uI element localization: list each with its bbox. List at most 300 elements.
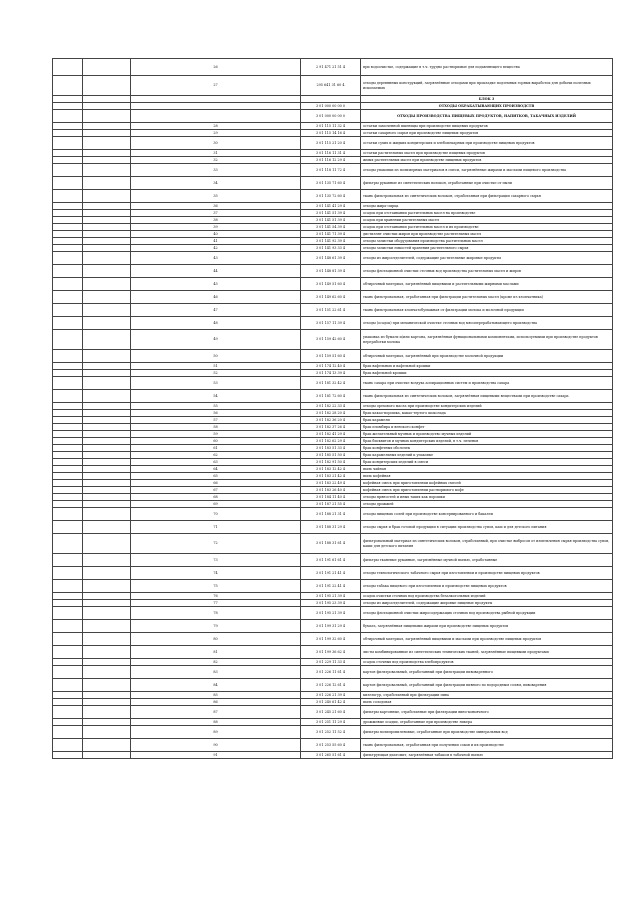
waste-code: 3 01 183 51 33 4 [301, 445, 361, 452]
blank-cell-b [83, 252, 131, 265]
waste-description: дистиллят очистки жиров при производстве растительных масел [361, 231, 613, 238]
blank-cell-a [53, 699, 83, 706]
waste-description: картон фильтровальный, отработанный при фильтрации пивоваренного [361, 666, 613, 679]
row-number: 85 [131, 692, 301, 699]
waste-description: брак карамели [361, 417, 613, 424]
blank-cell-a [53, 646, 83, 659]
table-row [53, 76, 613, 96]
row-number: 83 [131, 666, 301, 679]
blank-cell-a [53, 177, 83, 190]
table-row [53, 217, 613, 224]
table-row [53, 480, 613, 487]
table-row [53, 245, 613, 252]
waste-code: 3 01 183 26 40 4 [301, 487, 361, 494]
table-row [53, 363, 613, 370]
waste-code: 3 01 182 41 29 4 [301, 431, 361, 438]
waste-code: 3 01 181 32 42 4 [301, 377, 361, 390]
row-number: 84 [131, 679, 301, 692]
table-row [53, 150, 613, 157]
waste-code: 3 01 226 11 61 4 [301, 666, 361, 679]
waste-description: ткань сахара при очистке воздуха аспирационных систем и производства сахара [361, 377, 613, 390]
row-number: 81 [131, 646, 301, 659]
blank-cell-b [83, 278, 131, 291]
row-number: 68 [131, 494, 301, 501]
waste-code: 3 01 157 11 39 4 [301, 317, 361, 330]
blank-cell-b [83, 620, 131, 633]
waste-code: 3 01 174 12 40 4 [301, 363, 361, 370]
waste-description: ткань фильтровальная, отработанная при получении соков и их производстве [361, 739, 613, 752]
waste-description: при водоочистке, содержащие в т.ч. трудно растворимые для подавляющего вещества [361, 59, 613, 76]
blank-cell-b [83, 245, 131, 252]
row-number: 47 [131, 304, 301, 317]
row-number: 55 [131, 403, 301, 410]
waste-code: 3 01 182 28 20 4 [301, 410, 361, 417]
table-row [53, 350, 613, 363]
blank-cell-b [83, 217, 131, 224]
blank-cell-b [83, 370, 131, 377]
row-number: 37 [131, 210, 301, 217]
row-number: 44 [131, 265, 301, 278]
blank-cell-a [53, 377, 83, 390]
waste-description: осадок при отстаивании растительных масел на производстве [361, 210, 613, 217]
table-row [53, 692, 613, 699]
waste-code: 3 01 148 61 39 4 [301, 252, 361, 265]
row-number: 61 [131, 445, 301, 452]
waste-description: остатки растительных масел при производстве пищевых продуктов [361, 150, 613, 157]
row-number: 33 [131, 164, 301, 177]
blank-cell-a [53, 452, 83, 459]
waste-description: ОТХОДЫ ПРОИЗВОДСТВА ПИЩЕВЫХ ПРОДУКТОВ, НАПИТКОВ, ТАБАЧНЫХ ИЗДЕЛИЙ [361, 110, 613, 123]
row-number: 64 [131, 466, 301, 473]
section-header-row [53, 96, 613, 103]
blank-cell-a [53, 370, 83, 377]
blank-cell-a [53, 706, 83, 719]
table-row [53, 567, 613, 580]
blank-cell-b [83, 377, 131, 390]
blank-cell-b [83, 177, 131, 190]
waste-code: 3 01 141 92 39 4 [301, 238, 361, 245]
row-number: 32 [131, 157, 301, 164]
waste-description: ткань фильтровальная хлопчатобумажная от фильтрации молока и молочной продукции [361, 304, 613, 317]
table-row [53, 600, 613, 607]
row-number: 72 [131, 534, 301, 554]
row-number: 69 [131, 501, 301, 508]
waste-code: 3 01 141 54 39 4 [301, 224, 361, 231]
row-number: 79 [131, 620, 301, 633]
table-row [53, 210, 613, 217]
table-row [53, 377, 613, 390]
blank-cell-a [53, 620, 83, 633]
blank-cell-b [83, 438, 131, 445]
blank-cell-b [83, 699, 131, 706]
blank-cell-a [53, 600, 83, 607]
row-number: 39 [131, 224, 301, 231]
waste-code: 3 01 229 11 33 4 [301, 659, 361, 666]
table-row [53, 521, 613, 534]
blank-cell-a [53, 679, 83, 692]
waste-code: 3 01 141 71 39 4 [301, 231, 361, 238]
table-row [53, 620, 613, 633]
table-body [53, 59, 613, 759]
blank-cell-b [83, 554, 131, 567]
blank-cell-a [53, 666, 83, 679]
blank-cell-b [83, 231, 131, 238]
row-number: 80 [131, 633, 301, 646]
table-row [53, 417, 613, 424]
blank-cell-b [83, 494, 131, 501]
waste-code: 3 01 188 31 61 4 [301, 534, 361, 554]
waste-description: отходы дрожжей [361, 501, 613, 508]
table-row [53, 123, 613, 130]
section-header-row [53, 103, 613, 110]
table-row [53, 666, 613, 679]
blank-cell-a [53, 445, 83, 452]
table-row [53, 699, 613, 706]
waste-description: брак пломбира и венского конфет [361, 424, 613, 431]
waste-code: 3 01 116 11 31 4 [301, 150, 361, 157]
waste-code: 3 01 253 55 60 4 [301, 739, 361, 752]
row-number: 90 [131, 739, 301, 752]
table-row [53, 317, 613, 330]
blank-cell-a [53, 224, 83, 231]
waste-description: остатки замоченной пшеницы при производстве пищевых продуктов [361, 123, 613, 130]
blank-cell-a [53, 692, 83, 699]
waste-code: 3 01 182 91 50 4 [301, 459, 361, 466]
blank-cell-a [53, 424, 83, 431]
waste-description: отходы пряностей и иных таких как порошки [361, 494, 613, 501]
blank-cell-b [83, 679, 131, 692]
waste-description: жмых растительных масел при производстве пищевых продуктов [361, 157, 613, 164]
waste-description: брак конфетных оболочек [361, 445, 613, 452]
blank-cell-b [83, 363, 131, 370]
table-row [53, 291, 613, 304]
table-row [53, 203, 613, 210]
table-row [53, 508, 613, 521]
row-number: 75 [131, 580, 301, 593]
waste-code: 3 01 195 21 39 4 [301, 593, 361, 600]
blank-cell-b [83, 593, 131, 600]
row-number [131, 110, 301, 123]
waste-description: фильтры картонные, отработанные при фильтрации вино-коньячного [361, 706, 613, 719]
row-number: 43 [131, 252, 301, 265]
waste-description: отходы орехового масла при производстве кондитерских изделий [361, 403, 613, 410]
table-row [53, 752, 613, 759]
blank-cell-a [53, 403, 83, 410]
waste-code: 3 01 118 11 72 4 [301, 164, 361, 177]
blank-cell-a [53, 508, 83, 521]
row-number: 86 [131, 699, 301, 706]
blank-cell-b [83, 96, 131, 103]
row-number: 42 [131, 245, 301, 252]
waste-description: отходы (осадок) при механической очистке сточных вод мясоперерабатывающего производства [361, 317, 613, 330]
waste-description: картон фильтровальный, отработанный при фильтрации пивного по водородным солям, пивоварения [361, 679, 613, 692]
blank-cell-a [53, 76, 83, 96]
waste-description: остатки сахарного сырья при производстве пищевых продуктов [361, 130, 613, 137]
waste-description: остатки сухих и жидких кондитерских и хлебопекарных при производстве пищевых продуктов [361, 137, 613, 150]
waste-description: отходы флотационной очистки сточных вод производства растительных масел и жиров [361, 265, 613, 278]
table-row [53, 164, 613, 177]
waste-description: отходы из жироотделителей, содержащие растительные жировые продукты [361, 252, 613, 265]
waste-description: отходы технологического табачного сырья при изготовлении и производстве пищевых продуктов [361, 567, 613, 580]
blank-cell-a [53, 157, 83, 164]
row-number: 78 [131, 607, 301, 620]
blank-cell-b [83, 330, 131, 350]
table-row [53, 646, 613, 659]
blank-cell-a [53, 459, 83, 466]
blank-cell-b [83, 190, 131, 203]
row-number: 54 [131, 390, 301, 403]
row-number: 56 [131, 410, 301, 417]
row-number: 58 [131, 424, 301, 431]
waste-code: 3 01 183 21 42 4 [301, 473, 361, 480]
blank-cell-b [83, 600, 131, 607]
waste-description: брак бисквитов и мучных кондитерских изделий, в т.ч. печенья [361, 438, 613, 445]
blank-cell-b [83, 666, 131, 679]
blank-cell-a [53, 390, 83, 403]
blank-cell-b [83, 130, 131, 137]
table-row [53, 190, 613, 203]
table-row [53, 438, 613, 445]
row-number: 49 [131, 330, 301, 350]
table-row [53, 473, 613, 480]
blank-cell-b [83, 390, 131, 403]
waste-description: отходы сырья и брак готовой продукции в ситуации производства супов, каш и для детского питания [361, 521, 613, 534]
blank-cell-b [83, 424, 131, 431]
waste-code: 3 01 195 23 39 4 [301, 600, 361, 607]
waste-description: пыль чайная [361, 466, 613, 473]
blank-cell-a [53, 130, 83, 137]
waste-code: 3 01 000 00 00 0 [301, 103, 361, 110]
blank-cell-a [53, 567, 83, 580]
blank-cell-b [83, 445, 131, 452]
blank-cell-a [53, 137, 83, 150]
waste-description: осадок очистки сточных вод производства безалкогольных изделий [361, 593, 613, 600]
waste-code: 3 01 159 51 60 4 [301, 350, 361, 363]
blank-cell-b [83, 350, 131, 363]
blank-cell-a [53, 494, 83, 501]
table-row [53, 679, 613, 692]
blank-cell-a [53, 607, 83, 620]
section-header-row [53, 110, 613, 123]
blank-cell-a [53, 554, 83, 567]
blank-cell-b [83, 726, 131, 739]
waste-description: бумага, загрязнённая пищевыми жирами при производстве пищевых продуктов [361, 620, 613, 633]
row-number: 65 [131, 473, 301, 480]
waste-code: 3 01 245 21 60 4 [301, 706, 361, 719]
waste-code: 3 01 115 11 32 4 [301, 123, 361, 130]
blank-cell-b [83, 487, 131, 494]
waste-code: 3 01 000 00 00 0 [301, 110, 361, 123]
row-number: 76 [131, 593, 301, 600]
row-number: 52 [131, 370, 301, 377]
blank-cell-a [53, 278, 83, 291]
blank-cell-b [83, 431, 131, 438]
blank-cell-a [53, 438, 83, 445]
waste-description: ОТХОДЫ ОБРАБАТЫВАЮЩИХ ПРОИЗВОДСТВ [361, 103, 613, 110]
blank-cell-b [83, 459, 131, 466]
row-number: 40 [131, 231, 301, 238]
waste-code: 3 01 191 61 61 4 [301, 554, 361, 567]
waste-code: 3 01 226 12 61 4 [301, 679, 361, 692]
blank-cell-b [83, 59, 131, 76]
waste-code [301, 96, 361, 103]
blank-cell-a [53, 431, 83, 438]
blank-cell-b [83, 580, 131, 593]
table-row [53, 706, 613, 719]
blank-cell-b [83, 291, 131, 304]
blank-cell-b [83, 110, 131, 123]
blank-cell-b [83, 501, 131, 508]
waste-code: 3 01 199 31 29 4 [301, 620, 361, 633]
row-number: 87 [131, 706, 301, 719]
waste-description: обтирочный материал, загрязнённый пищевыми и маслами при производстве пищевых продуктов [361, 633, 613, 646]
row-number: 59 [131, 431, 301, 438]
row-number: 91 [131, 752, 301, 759]
blank-cell-b [83, 752, 131, 759]
row-number: 67 [131, 487, 301, 494]
table-row [53, 494, 613, 501]
blank-cell-a [53, 659, 83, 666]
row-number: 46 [131, 291, 301, 304]
waste-code: 3 01 252 11 52 4 [301, 726, 361, 739]
blank-cell-b [83, 466, 131, 473]
blank-cell-a [53, 210, 83, 217]
waste-description: упаковка из бумаги и/или картона, загрязнённая функциональными компонентами, используемыми при производстве продуктов переработки молока [361, 330, 613, 350]
blank-cell-b [83, 473, 131, 480]
blank-cell-a [53, 123, 83, 130]
table-row [53, 177, 613, 190]
waste-code: 3 01 135 71 60 4 [301, 177, 361, 190]
waste-code: 3 01 141 93 33 4 [301, 245, 361, 252]
waste-code: 3 01 188 31 29 4 [301, 521, 361, 534]
blank-cell-a [53, 304, 83, 317]
waste-description: обтирочный материал, загрязнённый пищевыми и растительными жирными маслами [361, 278, 613, 291]
row-number: 74 [131, 567, 301, 580]
blank-cell-b [83, 607, 131, 620]
blank-cell-b [83, 203, 131, 210]
blank-cell-b [83, 646, 131, 659]
waste-code: 3 01 149 51 60 4 [301, 278, 361, 291]
table-row [53, 59, 613, 76]
blank-cell-b [83, 164, 131, 177]
waste-description: ткань фильтровальная из синтетических волокон, отработанная при фильтрации сахарного сырья [361, 190, 613, 203]
table-row [53, 330, 613, 350]
blank-cell-b [83, 76, 131, 96]
waste-description: отходы жира-сырца [361, 203, 613, 210]
blank-cell-b [83, 224, 131, 231]
waste-code: 3 01 184 11 40 4 [301, 494, 361, 501]
blank-cell-b [83, 238, 131, 245]
blank-cell-a [53, 245, 83, 252]
row-number: 50 [131, 350, 301, 363]
waste-code: 3 01 251 11 29 4 [301, 719, 361, 726]
row-number: 28 [131, 123, 301, 130]
table-row [53, 238, 613, 245]
table-row [53, 459, 613, 466]
waste-code: 3 01 240 61 42 4 [301, 699, 361, 706]
waste-description: осадок сточных вод производства хлебопродуктов [361, 659, 613, 666]
row-number: 89 [131, 726, 301, 739]
waste-code: 3 01 226 21 39 4 [301, 692, 361, 699]
blank-cell-a [53, 203, 83, 210]
waste-description: отходы из жироотделителей, содержащие жировые пищевые продукты [361, 600, 613, 607]
blank-cell-b [83, 417, 131, 424]
waste-description: отходы флотационной очистки жиросодержащих сточных вод производства рыбной продукции [361, 607, 613, 620]
blank-cell-a [53, 350, 83, 363]
blank-cell-a [53, 593, 83, 600]
blank-cell-b [83, 480, 131, 487]
blank-cell-a [53, 190, 83, 203]
blank-cell-a [53, 739, 83, 752]
table-row [53, 304, 613, 317]
row-number: 27 [131, 76, 301, 96]
table-row [53, 137, 613, 150]
blank-cell-a [53, 363, 83, 370]
waste-code: 3 01 188 21 31 4 [301, 508, 361, 521]
row-number: 38 [131, 217, 301, 224]
row-number: 71 [131, 521, 301, 534]
waste-description: брак вафельных и вафельной крошки [361, 363, 613, 370]
waste-description: фильтры полипропиленовые, отработанные при производстве минеральных вод [361, 726, 613, 739]
table-row [53, 501, 613, 508]
blank-cell-b [83, 739, 131, 752]
waste-description: кофейная смесь при приготовлении растворимого кофе [361, 487, 613, 494]
row-number: 82 [131, 659, 301, 666]
blank-cell-b [83, 150, 131, 157]
blank-cell-b [83, 123, 131, 130]
waste-code: 3 01 182 62 29 4 [301, 438, 361, 445]
blank-cell-a [53, 110, 83, 123]
blank-cell-a [53, 466, 83, 473]
waste-code: 3 01 116 12 29 4 [301, 157, 361, 164]
blank-cell-b [83, 534, 131, 554]
waste-description: отходы зачистки емкостей хранения растительного сырья [361, 245, 613, 252]
blank-cell-a [53, 265, 83, 278]
waste-description: брак желательный мучных и производство мучных изделий [361, 431, 613, 438]
row-number: 31 [131, 150, 301, 157]
table-row [53, 431, 613, 438]
table-row [53, 726, 613, 739]
waste-description: отходы пищевых солей при производстве консервированного и бакалеи [361, 508, 613, 521]
blank-cell-b [83, 567, 131, 580]
waste-code: 3 01 159 42 60 4 [301, 330, 361, 350]
table-row [53, 410, 613, 417]
waste-code: 3 01 141 51 39 4 [301, 210, 361, 217]
waste-code: 3 01 187 21 55 4 [301, 501, 361, 508]
row-number: 53 [131, 377, 301, 390]
blank-cell-b [83, 719, 131, 726]
blank-cell-b [83, 210, 131, 217]
blank-cell-b [83, 521, 131, 534]
table-row [53, 452, 613, 459]
row-number: 70 [131, 508, 301, 521]
waste-code: 3 01 182 22 33 4 [301, 403, 361, 410]
blank-cell-a [53, 59, 83, 76]
blank-cell-a [53, 103, 83, 110]
blank-cell-a [53, 501, 83, 508]
row-number: 63 [131, 459, 301, 466]
blank-cell-a [53, 164, 83, 177]
blank-cell-a [53, 252, 83, 265]
waste-description: листы комбинированные из синтетических технических тканей, загрязнённые пищевыми продуктами [361, 646, 613, 659]
waste-description: дрожжевые осадки, отработанные при производстве ликера [361, 719, 613, 726]
waste-code: 295 641 31 60 4 [301, 76, 361, 96]
table-row [53, 633, 613, 646]
waste-description: брак какао-порошка, какао-тертого шоколада [361, 410, 613, 417]
table-row [53, 659, 613, 666]
blank-cell-b [83, 452, 131, 459]
waste-code: 3 01 182 36 20 4 [301, 417, 361, 424]
